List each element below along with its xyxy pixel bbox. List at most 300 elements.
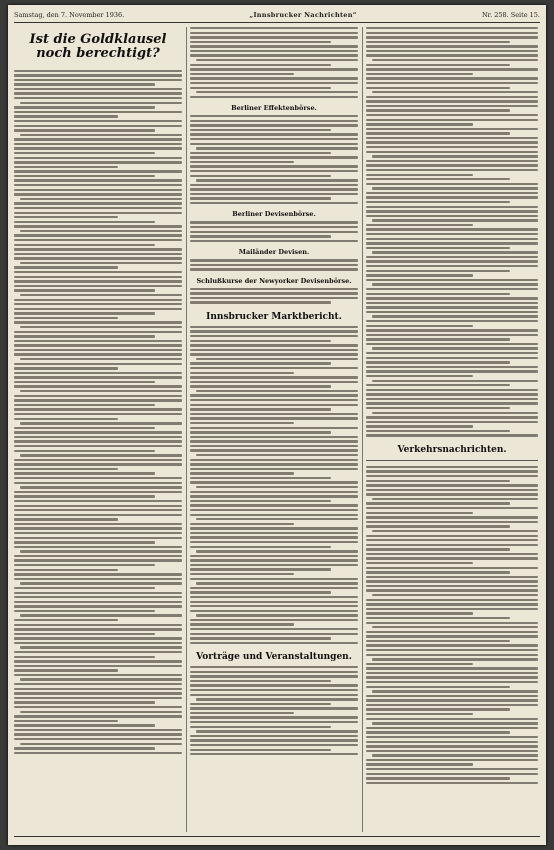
text-line <box>190 96 358 98</box>
text-line <box>14 266 118 268</box>
text-line <box>14 395 182 397</box>
text-line <box>366 622 538 624</box>
text-line <box>366 228 538 230</box>
text-line <box>366 544 538 546</box>
text-line <box>366 302 538 304</box>
text-line <box>14 340 182 342</box>
article-body <box>366 27 538 437</box>
column-divider <box>186 27 187 832</box>
text-line <box>190 385 331 387</box>
text-line <box>190 707 358 709</box>
text-line <box>366 430 510 432</box>
text-line <box>366 141 538 143</box>
text-line <box>366 325 473 327</box>
text-line <box>372 251 538 253</box>
text-line <box>372 380 538 382</box>
text-line <box>372 754 538 756</box>
text-line <box>190 36 358 38</box>
text-line <box>366 132 510 134</box>
text-line <box>366 612 473 614</box>
text-line <box>196 730 358 732</box>
text-line <box>14 541 155 543</box>
text-line <box>190 628 358 630</box>
text-line <box>366 366 538 368</box>
text-line <box>14 729 182 731</box>
text-line <box>366 320 538 322</box>
text-line <box>372 283 538 285</box>
text-line <box>366 672 538 674</box>
text-line <box>190 64 331 66</box>
section-heading-effekten: Berliner Effektenbörse. <box>231 104 317 113</box>
text-line <box>14 459 182 461</box>
text-line <box>366 274 473 276</box>
text-line <box>14 271 182 273</box>
text-line <box>14 308 182 310</box>
text-line <box>20 102 182 104</box>
text-line <box>14 546 182 548</box>
text-line <box>190 297 358 299</box>
text-line <box>372 498 538 500</box>
text-line <box>20 134 182 136</box>
text-line <box>190 703 331 705</box>
text-line <box>366 567 538 569</box>
text-line <box>372 59 538 61</box>
text-line <box>190 495 358 497</box>
text-line <box>14 289 155 291</box>
text-line <box>14 97 182 99</box>
column-1 <box>14 27 182 832</box>
top-rule <box>14 22 540 23</box>
text-line <box>190 87 331 89</box>
text-line <box>14 472 155 474</box>
text-line <box>366 599 538 601</box>
text-line <box>190 642 358 644</box>
text-line <box>14 527 182 529</box>
text-line <box>190 619 358 621</box>
text-line <box>366 128 538 130</box>
text-line <box>14 216 118 218</box>
text-line <box>20 614 182 616</box>
text-line <box>190 564 358 566</box>
text-line <box>20 678 182 680</box>
text-line <box>14 193 182 195</box>
text-line <box>196 550 358 552</box>
text-line <box>14 79 182 81</box>
text-line <box>366 233 538 235</box>
text-line <box>372 219 538 221</box>
text-line <box>190 445 358 447</box>
text-line <box>366 525 510 527</box>
text-line <box>190 143 358 145</box>
text-line <box>190 152 331 154</box>
text-line <box>20 646 182 648</box>
text-line <box>366 96 538 98</box>
text-line <box>20 358 182 360</box>
text-line <box>14 637 182 639</box>
text-line <box>366 357 538 359</box>
text-line <box>14 619 118 621</box>
text-line <box>14 253 182 255</box>
article-body <box>366 466 538 784</box>
text-line <box>14 692 182 694</box>
text-line <box>14 175 155 177</box>
text-line <box>196 179 358 181</box>
text-line <box>366 119 538 121</box>
text-line <box>14 706 182 708</box>
text-line <box>190 568 331 570</box>
text-line <box>190 340 331 342</box>
text-line <box>190 726 331 728</box>
text-line <box>366 183 538 185</box>
text-line <box>190 264 358 266</box>
newspaper-page <box>8 5 546 845</box>
text-line <box>196 454 358 456</box>
text-line <box>14 207 182 209</box>
text-line <box>190 623 294 625</box>
text-line <box>190 221 358 223</box>
text-line <box>190 578 358 580</box>
text-line <box>190 546 331 548</box>
section-heading-devisen: Berliner Devisenbörse. <box>232 210 316 219</box>
text-line <box>190 431 331 433</box>
text-line <box>190 459 358 461</box>
text-line <box>366 736 538 738</box>
text-line <box>190 138 358 140</box>
text-line <box>14 147 182 149</box>
text-line <box>366 663 473 665</box>
text-line <box>190 481 358 483</box>
text-line <box>14 665 182 667</box>
text-line <box>366 589 538 591</box>
text-line <box>190 367 358 369</box>
text-line <box>366 338 510 340</box>
text-line <box>372 91 538 93</box>
text-line <box>366 466 538 468</box>
bottom-rule <box>14 836 540 837</box>
text-line <box>366 27 538 29</box>
text-line <box>190 463 358 465</box>
text-line <box>14 559 182 561</box>
text-line <box>14 518 118 520</box>
text-line <box>14 372 182 374</box>
text-line <box>366 571 510 573</box>
text-line <box>190 504 358 506</box>
text-line <box>366 114 538 116</box>
text-line <box>366 109 510 111</box>
text-line <box>190 68 358 70</box>
text-line <box>190 712 294 714</box>
text-line <box>14 605 182 607</box>
text-line <box>366 516 538 518</box>
text-line <box>366 407 510 409</box>
text-line <box>190 666 358 668</box>
text-line <box>14 344 182 346</box>
text-line <box>14 633 155 635</box>
text-line <box>366 77 538 79</box>
text-line <box>190 156 358 158</box>
text-line <box>14 385 182 387</box>
text-line <box>190 50 358 52</box>
text-line <box>14 578 182 580</box>
text-line <box>366 421 538 423</box>
text-line <box>366 489 538 491</box>
text-line <box>366 343 538 345</box>
text-line <box>366 306 538 308</box>
text-line <box>14 202 182 204</box>
text-line <box>366 718 538 720</box>
text-line <box>190 753 358 755</box>
text-line <box>366 704 538 706</box>
text-line <box>190 301 331 303</box>
article-body <box>190 666 358 755</box>
text-line <box>190 491 358 493</box>
text-line <box>366 398 538 400</box>
text-line <box>14 491 182 493</box>
text-line <box>366 603 538 605</box>
text-line <box>190 124 358 126</box>
text-line <box>190 413 358 415</box>
text-line <box>190 170 358 172</box>
text-line <box>190 27 358 29</box>
text-line <box>372 412 538 414</box>
text-line <box>366 384 510 386</box>
text-line <box>14 477 182 479</box>
text-line <box>366 782 538 784</box>
text-line <box>14 532 182 534</box>
text-line <box>190 591 331 593</box>
text-line <box>366 502 510 504</box>
text-line <box>190 231 358 233</box>
text-line <box>190 637 331 639</box>
article-body <box>190 288 358 304</box>
text-line <box>14 234 182 236</box>
text-line <box>190 422 294 424</box>
text-line <box>14 601 182 603</box>
text-line <box>366 370 538 372</box>
text-line <box>190 73 294 75</box>
text-line <box>366 585 538 587</box>
text-line <box>14 317 118 319</box>
text-line <box>14 404 155 406</box>
text-line <box>372 187 538 189</box>
text-line <box>14 724 155 726</box>
text-line <box>366 215 538 217</box>
text-line <box>190 404 358 406</box>
text-line <box>372 626 538 628</box>
text-line <box>196 486 358 488</box>
text-line <box>372 315 538 317</box>
text-line <box>14 70 182 72</box>
text-line <box>372 722 538 724</box>
text-line <box>366 763 473 765</box>
text-line <box>14 445 182 447</box>
text-line <box>14 624 182 626</box>
text-line <box>190 326 358 328</box>
text-line <box>14 129 155 131</box>
text-line <box>366 54 538 56</box>
text-line <box>190 372 294 374</box>
text-line <box>190 721 358 723</box>
text-line <box>14 74 182 76</box>
text-line <box>14 312 155 314</box>
text-line <box>366 160 538 162</box>
text-line <box>14 656 155 658</box>
text-line <box>20 454 182 456</box>
text-line <box>190 587 358 589</box>
text-line <box>190 259 358 261</box>
text-line <box>14 509 182 511</box>
text-line <box>372 658 538 660</box>
text-line <box>366 676 538 678</box>
text-line <box>366 475 538 477</box>
text-line <box>366 41 510 43</box>
text-line <box>190 165 358 167</box>
masthead-date: Samstag, den 7. November 1936. <box>14 11 125 19</box>
text-line <box>190 188 358 190</box>
text-line <box>14 115 118 117</box>
text-line <box>190 175 331 177</box>
text-line <box>366 681 538 683</box>
text-line <box>14 440 182 442</box>
text-line <box>366 352 538 354</box>
section-rule <box>366 460 538 461</box>
text-line <box>190 601 358 603</box>
text-line <box>20 711 182 713</box>
text-line <box>190 689 358 691</box>
text-line <box>366 288 538 290</box>
text-line <box>14 303 182 305</box>
text-line <box>372 530 538 532</box>
text-line <box>20 230 182 232</box>
text-line <box>14 285 182 287</box>
text-line <box>190 527 358 529</box>
text-line <box>366 750 538 752</box>
text-line <box>366 361 510 363</box>
text-line <box>366 260 538 262</box>
text-line <box>366 389 538 391</box>
text-line <box>366 484 538 486</box>
text-line <box>366 777 510 779</box>
text-line <box>366 192 538 194</box>
text-line <box>14 482 182 484</box>
text-line <box>190 675 358 677</box>
text-line <box>14 500 182 502</box>
text-line <box>366 247 510 249</box>
text-line <box>366 174 473 176</box>
text-line <box>14 669 118 671</box>
text-line <box>190 45 358 47</box>
text-line <box>190 32 358 34</box>
text-line <box>366 695 538 697</box>
text-line <box>190 536 358 538</box>
text-line <box>366 741 538 743</box>
text-line <box>366 164 538 166</box>
text-line <box>366 699 538 701</box>
text-line <box>14 752 182 754</box>
text-line <box>20 582 182 584</box>
text-line <box>190 362 331 364</box>
text-line <box>366 470 538 472</box>
text-line <box>20 422 182 424</box>
text-line <box>196 147 358 149</box>
text-line <box>190 541 358 543</box>
text-line <box>190 468 358 470</box>
text-line <box>366 416 538 418</box>
text-line <box>14 335 155 337</box>
text-line <box>190 559 358 561</box>
text-line <box>366 64 510 66</box>
text-line <box>190 376 358 378</box>
text-line <box>14 697 182 699</box>
text-line <box>14 431 182 433</box>
text-line <box>366 210 538 212</box>
text-line <box>190 344 358 346</box>
text-line <box>366 311 538 313</box>
text-line <box>14 92 182 94</box>
text-line <box>14 376 182 378</box>
text-line <box>190 288 358 290</box>
text-line <box>14 143 182 145</box>
text-line <box>14 170 182 172</box>
text-line <box>14 674 182 676</box>
text-line <box>20 326 182 328</box>
text-line <box>20 262 182 264</box>
text-line <box>366 708 510 710</box>
text-line <box>14 225 182 227</box>
text-line <box>14 257 182 259</box>
text-line <box>366 553 538 555</box>
section-heading-mailand: Mailänder Devisen. <box>238 248 310 257</box>
text-line <box>366 242 538 244</box>
text-line <box>366 87 510 89</box>
text-line <box>190 532 358 534</box>
text-line <box>20 550 182 552</box>
text-line <box>196 91 358 93</box>
text-line <box>14 592 182 594</box>
text-line <box>372 347 538 349</box>
text-line <box>14 179 182 181</box>
text-line <box>190 671 358 673</box>
text-line <box>366 196 538 198</box>
text-line <box>190 133 358 135</box>
text-line <box>14 747 155 749</box>
text-line <box>190 193 358 195</box>
text-line <box>14 152 155 154</box>
text-line <box>366 667 538 669</box>
article-body <box>190 326 358 644</box>
text-line <box>20 198 182 200</box>
text-line <box>190 161 294 163</box>
text-line <box>196 614 358 616</box>
text-line <box>14 738 182 740</box>
text-line <box>190 749 331 751</box>
text-line <box>14 381 155 383</box>
text-line <box>190 115 358 117</box>
text-line <box>20 486 182 488</box>
text-line <box>190 694 358 696</box>
column-3 <box>366 27 538 832</box>
text-line <box>14 427 155 429</box>
text-line <box>366 713 473 715</box>
text-line <box>366 50 538 52</box>
text-line <box>366 608 538 610</box>
text-line <box>366 100 538 102</box>
text-line <box>366 137 538 139</box>
text-line <box>196 59 358 61</box>
text-line <box>366 334 538 336</box>
text-line <box>14 125 182 127</box>
text-line <box>14 523 182 525</box>
